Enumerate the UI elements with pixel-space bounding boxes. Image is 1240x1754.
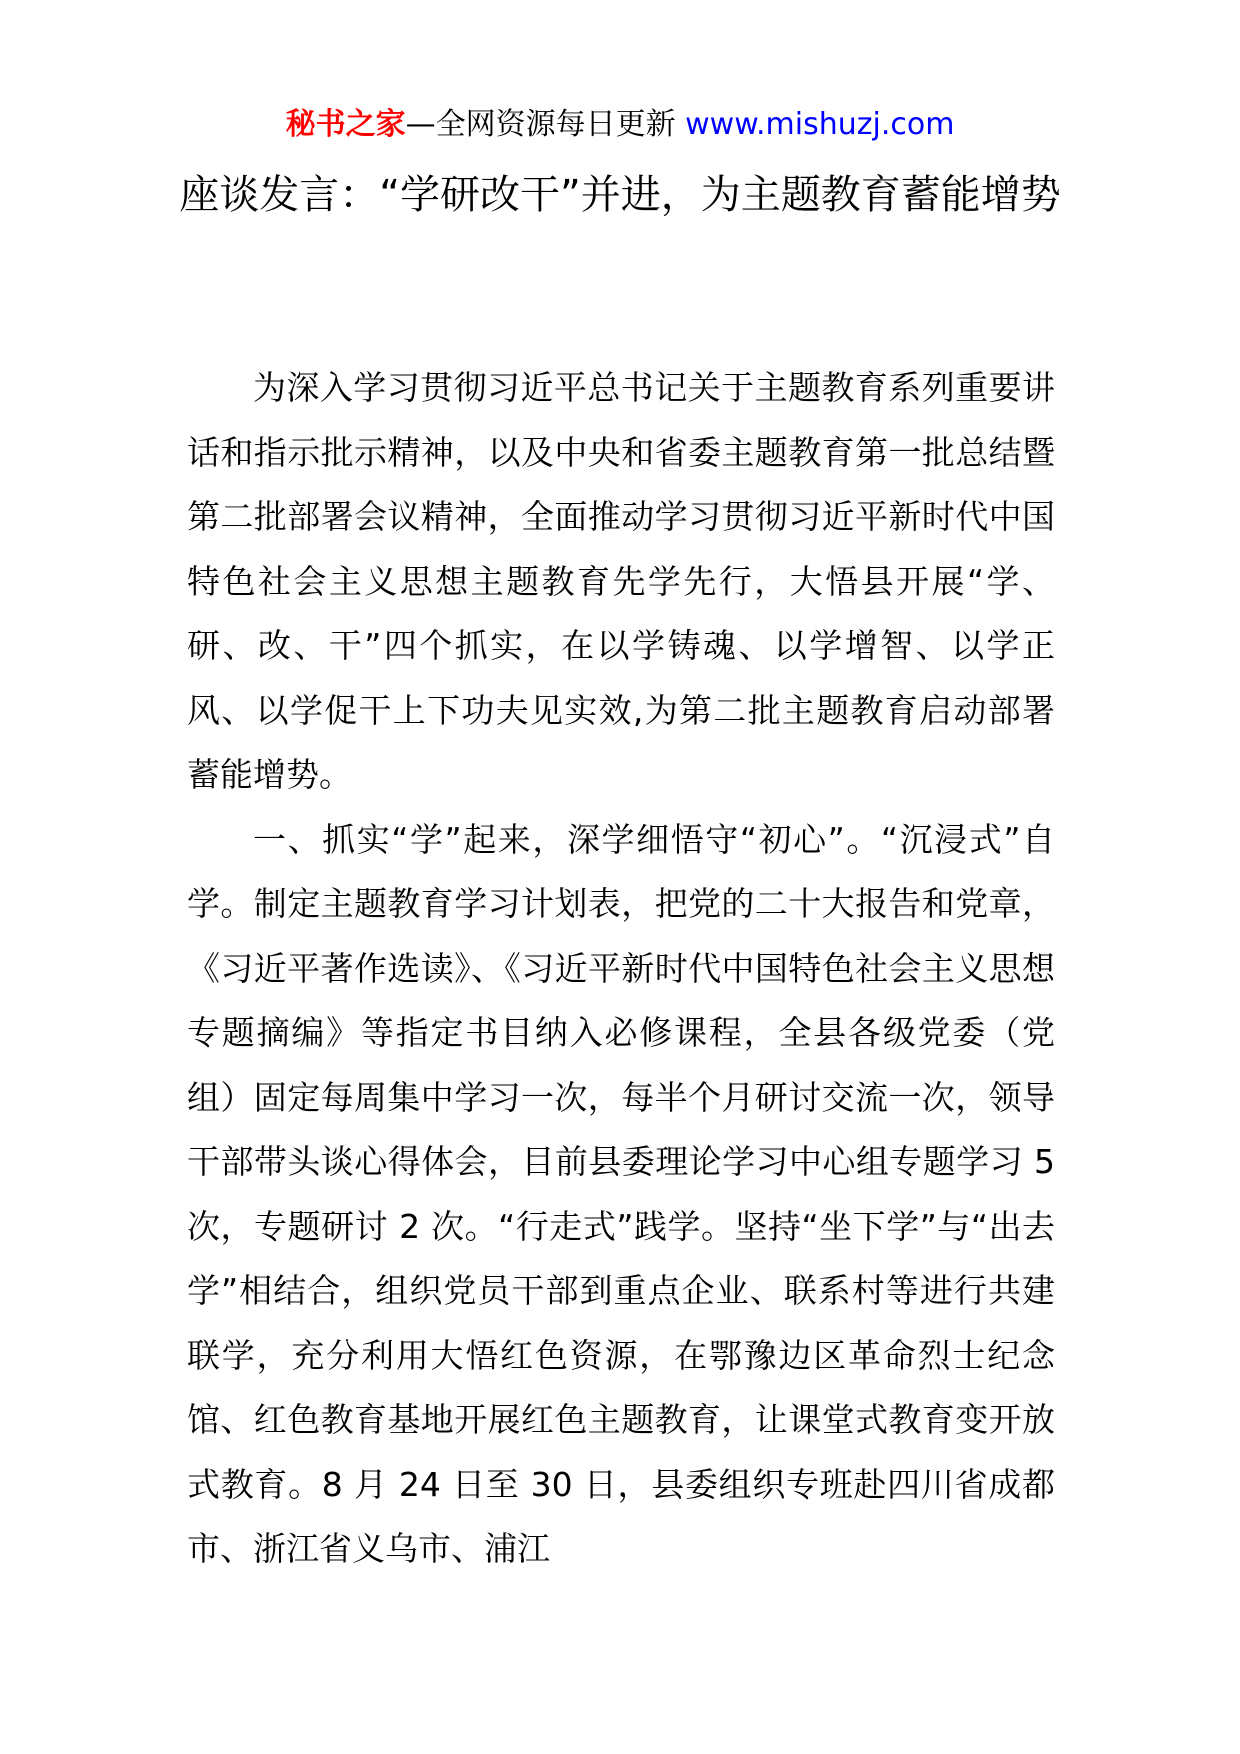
site-header — [0, 100, 1240, 150]
document-body — [187, 356, 1055, 1582]
paragraph-intro: 为深入学习贯彻习近平总书记关于主题教育系列重要讲话和指示批示精神，以及中央和省委主题教育第一批总结暨第二批部署会议精神，全面推动学习贯彻习近平新时代中国特色社会主义思想主题教育先学先行，大悟县开展“学、研、改、干”四个抓实，在以学铸魂、以学增智、以学正风、以学促干上下功夫见实效,为第二批主题教育启动部署蓄能增势。 — [187, 368, 1055, 794]
brand-name: 秘书之家 — [285, 107, 406, 142]
site-url-link[interactable]: www.mishuzj.com — [685, 107, 955, 142]
paragraph-section-1: 一、抓实“学”起来，深学细悟守“初心”。“沉浸式”自学。制定主题教育学习计划表，把党的二十大报告和党章，《习近平著作选读》、《习近平新时代中国特色社会主义思想专题摘编》等指定书目纳入必修课程，全县各级党委（党组）固定每周集中学习一次，每半个月研讨交流一次，领导干部带头谈心得体会，目前县委理论学习中心组专题学习 5 次，专题研讨 2 次。“行走式”践学。坚持“坐下学”与“出去学”相结合，组织党员干部到重点企业、联系村等进行共建联学，充分利用大悟红色资源，在鄂豫边区革命烈士纪念馆、红色教育基地开展红色主题教育，让课堂式教育变开放式教育。8 月 24 日至 30 日，县委组织专班赴四川省成都市、浙江省义乌市、浦江 — [187, 819, 1055, 1568]
document-title: 座谈发言：“学研改干”并进，为主题教育蓄能增势 — [179, 172, 1061, 218]
header-tagline: —全网资源每日更新 — [405, 107, 686, 142]
